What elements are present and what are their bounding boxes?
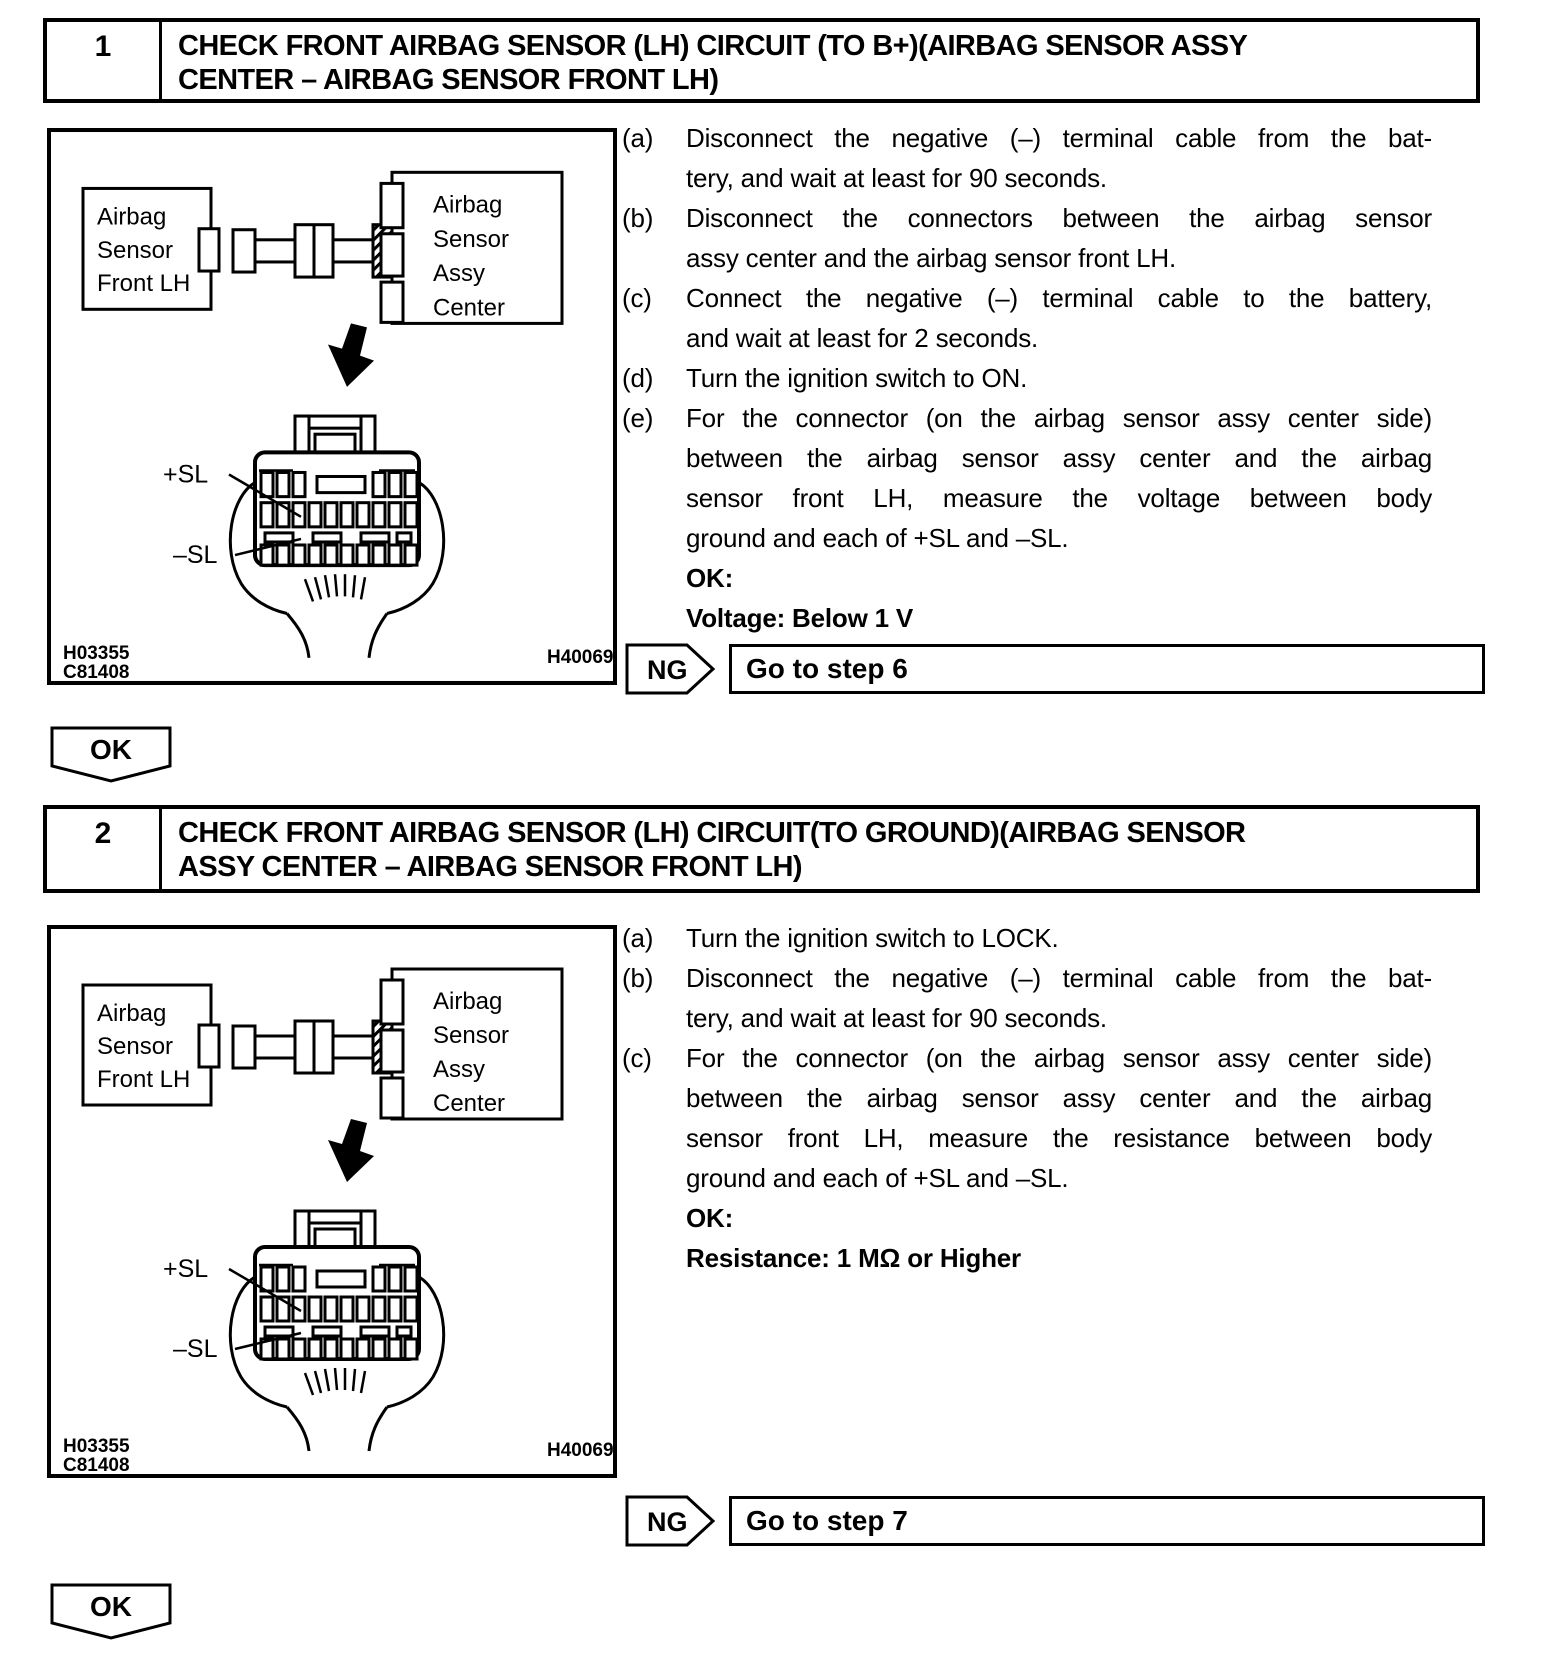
step-1-title (162, 22, 1257, 99)
ng-label: NG (647, 1507, 688, 1537)
instruction-line: ground and each of +SL and –SL. (686, 1163, 1069, 1193)
instruction-d (622, 358, 1432, 398)
step-2-title-line-2: ASSY CENTER – AIRBAG SENSOR FRONT LH) (178, 851, 802, 883)
right-box-line2: Sensor (433, 1022, 510, 1049)
left-box-line3: Front LH (97, 1066, 191, 1093)
instruction-b (622, 198, 1432, 278)
step-1-title-line-1: CHECK FRONT AIRBAG SENSOR (LH) CIRCUIT (TO B+)(AIRBAG SENSOR ASSY (178, 30, 1248, 62)
right-box-line3: Assy (433, 1056, 486, 1083)
left-box-line1: Airbag (97, 203, 167, 231)
step-1-figure (47, 128, 617, 685)
instruction-line: tery, and wait at least for 90 seconds. (686, 1003, 1107, 1033)
right-box-line1: Airbag (433, 191, 503, 219)
figure-code-2: C81408 (63, 1455, 130, 1476)
step-2-title (162, 809, 1255, 889)
step-1-number: 1 (47, 22, 162, 99)
left-box-line3: Front LH (97, 270, 191, 298)
instruction-a (622, 118, 1432, 198)
airbag-sensor-assy-center-box (381, 969, 562, 1119)
airbag-sensor-assy-center-box (381, 172, 562, 323)
instruction-line: Disconnect the negative (–) terminal cable from the bat- (686, 123, 1432, 153)
airbag-sensor-front-lh-box (83, 985, 219, 1105)
right-box-line2: Sensor (433, 225, 510, 253)
instruction-line: sensor front LH, measure the resistance between body (686, 1123, 1432, 1153)
step-1-header (43, 18, 1480, 103)
figure-code-1: H03355 (63, 642, 130, 664)
right-box-line4: Center (433, 1090, 506, 1117)
instruction-marker: (b) (622, 203, 654, 233)
step-1-title-line-2: CENTER – AIRBAG SENSOR FRONT LH) (178, 64, 719, 96)
ng-label: NG (647, 655, 688, 685)
instruction-line: Connect the negative (–) terminal cable to the battery, (686, 283, 1432, 313)
terminal-label-minus-sl: –SL (173, 1335, 218, 1363)
step-1-instructions (622, 118, 1432, 638)
instruction-c (622, 278, 1432, 358)
ok-heading: OK: (686, 1203, 734, 1233)
wiring-diagram (47, 128, 617, 685)
step-1-ng-row (625, 643, 1485, 695)
instruction-line: between the airbag sensor assy center and the airbag (686, 1083, 1432, 1113)
step-2-number: 2 (47, 809, 162, 889)
instruction-line: and wait at least for 2 seconds. (686, 323, 1039, 353)
ng-arrow-icon (625, 643, 717, 695)
instruction-line: For the connector (on the airbag sensor assy center side) (686, 1043, 1432, 1073)
right-box-line3: Assy (433, 260, 485, 288)
right-box-line1: Airbag (433, 988, 503, 1015)
ng-action-box: Go to step 6 (729, 644, 1485, 694)
terminal-label-plus-sl: +SL (163, 1255, 209, 1283)
instruction-marker: (e) (622, 403, 654, 433)
left-box-line1: Airbag (97, 1000, 167, 1027)
terminal-label-plus-sl: +SL (163, 460, 209, 489)
ok-flag-label: OK (90, 734, 132, 765)
instruction-a (622, 918, 1432, 958)
ok-flag-label: OK (90, 1591, 132, 1622)
instruction-line: Turn the ignition switch to ON. (686, 363, 1028, 393)
instruction-b (622, 958, 1432, 1038)
ok-flag (50, 726, 172, 784)
instruction-marker: (d) (622, 363, 654, 393)
step-2-title-line-1: CHECK FRONT AIRBAG SENSOR (LH) CIRCUIT(TO GROUND)(AIRBAG SENSOR (178, 817, 1246, 849)
spec-value: Voltage: Below 1 V (686, 603, 914, 633)
instruction-marker: (a) (622, 923, 654, 953)
step-2-ng-row (625, 1495, 1485, 1547)
instruction-line: tery, and wait at least for 90 seconds. (686, 163, 1107, 193)
wiring-diagram (47, 925, 617, 1478)
right-box-line4: Center (433, 294, 506, 322)
instruction-line: ground and each of +SL and –SL. (686, 523, 1069, 553)
airbag-sensor-front-lh-box (83, 188, 219, 309)
instruction-marker: (c) (622, 283, 652, 313)
step-2-figure (47, 925, 617, 1478)
instruction-line: Disconnect the negative (–) terminal cable from the bat- (686, 963, 1432, 993)
instruction-line: Disconnect the connectors between the airbag sensor (686, 203, 1432, 233)
figure-code-2: C81408 (63, 661, 130, 683)
step-2-instructions (622, 918, 1432, 1278)
instruction-c (622, 1038, 1432, 1198)
spec-value: Resistance: 1 MΩ or Higher (686, 1243, 1021, 1273)
ng-arrow-icon (625, 1495, 717, 1547)
left-box-line2: Sensor (97, 1033, 174, 1060)
instruction-marker: (b) (622, 963, 654, 993)
instruction-line: assy center and the airbag sensor front LH. (686, 243, 1177, 273)
instruction-e (622, 398, 1432, 558)
instruction-line: between the airbag sensor assy center and the airbag (686, 443, 1432, 473)
terminal-label-minus-sl: –SL (173, 541, 218, 570)
instruction-marker: (a) (622, 123, 654, 153)
instruction-marker: (c) (622, 1043, 652, 1073)
ng-action-box: Go to step 7 (729, 1496, 1485, 1546)
ok-heading: OK: (686, 563, 734, 593)
instruction-line: For the connector (on the airbag sensor assy center side) (686, 403, 1432, 433)
left-box-line2: Sensor (97, 236, 174, 264)
figure-code-3: H40069 (547, 1440, 614, 1461)
ok-flag (50, 1583, 172, 1641)
figure-code-1: H03355 (63, 1436, 130, 1457)
figure-code-3: H40069 (547, 646, 614, 668)
instruction-line: sensor front LH, measure the voltage between body (686, 483, 1432, 513)
step-2-header (43, 805, 1480, 893)
instruction-line: Turn the ignition switch to LOCK. (686, 923, 1059, 953)
